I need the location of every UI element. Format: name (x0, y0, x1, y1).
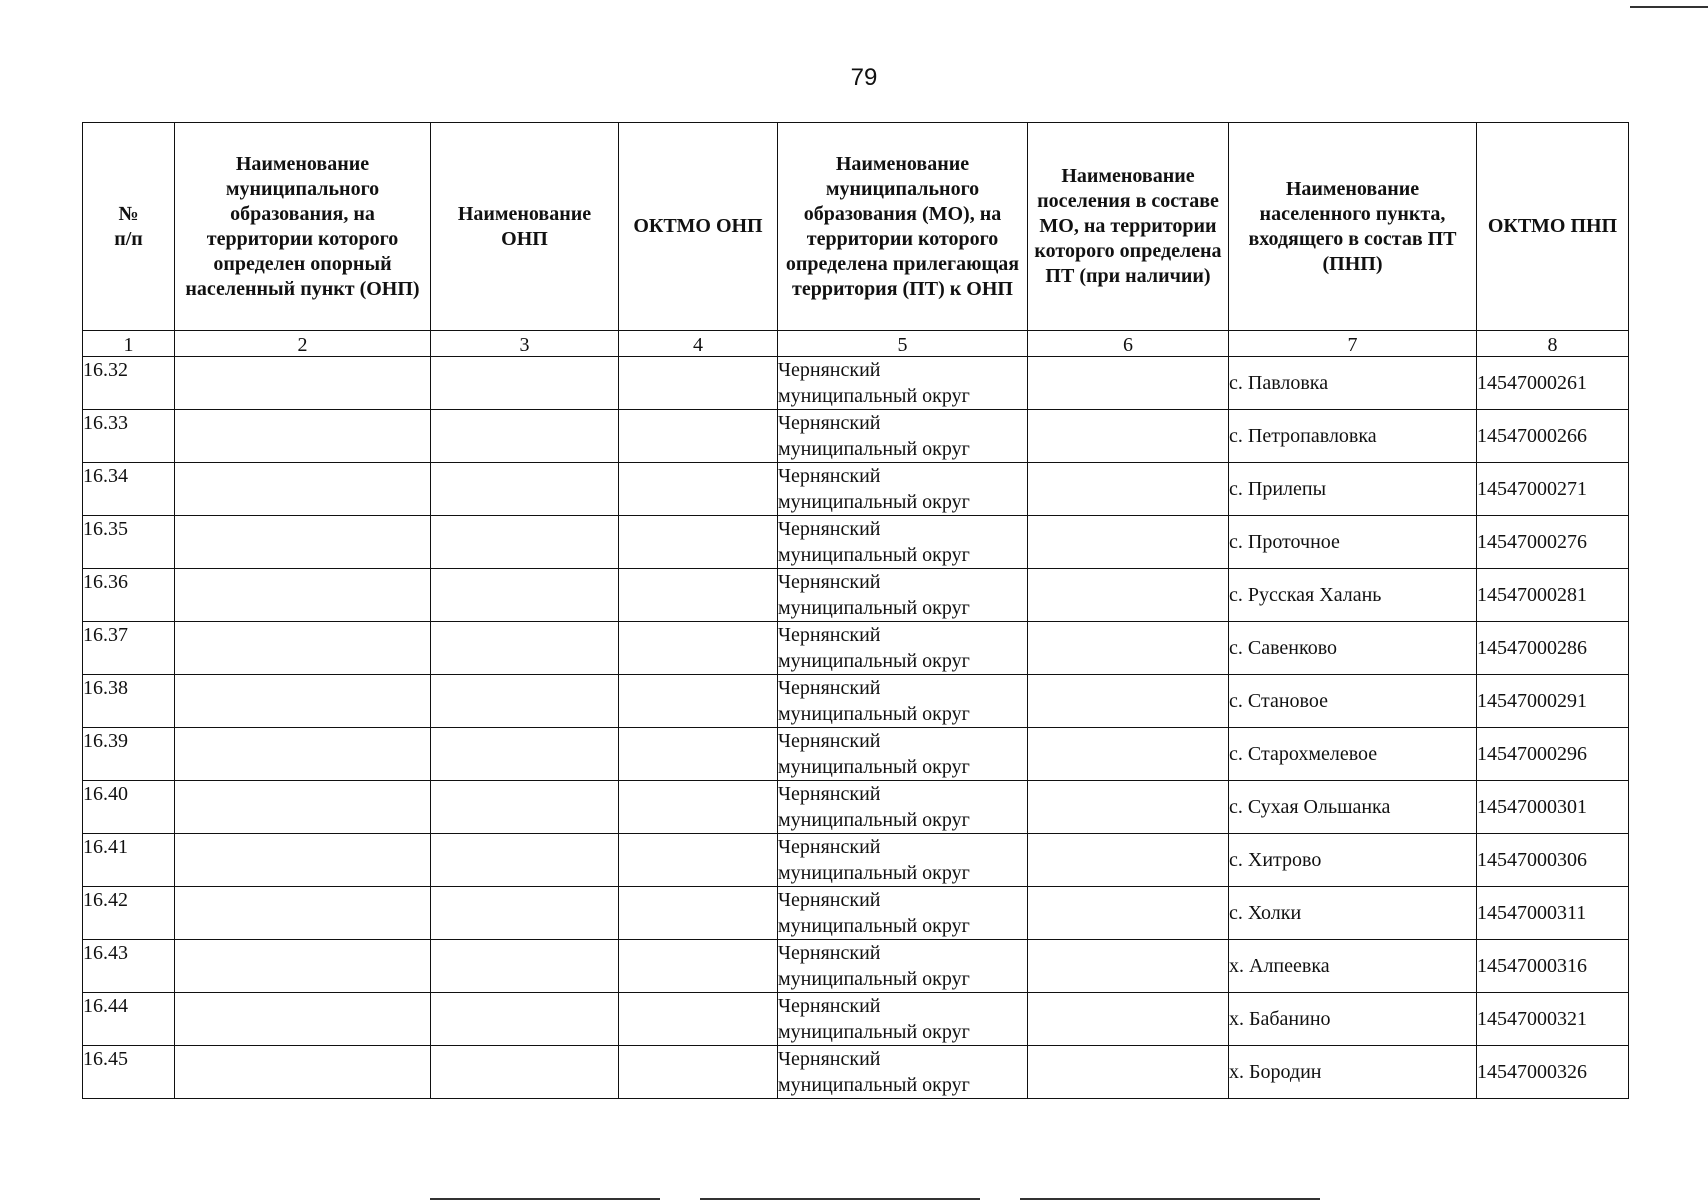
municipality-type: муниципальный округ (778, 385, 970, 407)
settlement-name: с. Холки (1229, 887, 1477, 940)
empty-cell (1028, 781, 1229, 834)
empty-cell (619, 887, 778, 940)
empty-cell (619, 781, 778, 834)
header-cell: Наименование населенного пункта, входящего в состав ПТ (ПНП) (1229, 123, 1477, 331)
municipality-type: муниципальный округ (778, 968, 970, 990)
row-number: 16.38 (83, 675, 175, 728)
empty-cell (1028, 410, 1229, 463)
municipality-cell (778, 940, 1028, 993)
column-number: 3 (431, 331, 619, 357)
header-cell: ОКТМО ПНП (1477, 123, 1629, 331)
empty-cell (1028, 728, 1229, 781)
table-row (83, 728, 1629, 781)
municipality-name: Чернянский (778, 359, 881, 381)
empty-cell (619, 834, 778, 887)
empty-cell (619, 1046, 778, 1099)
empty-cell (1028, 887, 1229, 940)
municipality-name: Чернянский (778, 995, 881, 1017)
column-number: 7 (1229, 331, 1477, 357)
empty-cell (619, 993, 778, 1046)
header-cell: Наименование муниципального образования, на территории которого определен опорный населенный пункт (ОНП) (175, 123, 431, 331)
settlement-name: с. Прилепы (1229, 463, 1477, 516)
settlement-name: с. Старохмелевое (1229, 728, 1477, 781)
municipality-type: муниципальный округ (778, 1074, 970, 1096)
oktmo-code: 14547000291 (1477, 675, 1629, 728)
column-number: 2 (175, 331, 431, 357)
row-number: 16.33 (83, 410, 175, 463)
oktmo-code: 14547000311 (1477, 887, 1629, 940)
header-cell: Наименование ОНП (431, 123, 619, 331)
municipality-name: Чернянский (778, 465, 881, 487)
municipality-type: муниципальный округ (778, 650, 970, 672)
registry-table (82, 122, 1629, 1099)
empty-cell (619, 357, 778, 410)
header-cell: № п/п (83, 123, 175, 331)
municipality-cell (778, 410, 1028, 463)
column-number: 6 (1028, 331, 1229, 357)
municipality-name: Чернянский (778, 730, 881, 752)
header-cell: ОКТМО ОНП (619, 123, 778, 331)
municipality-cell (778, 622, 1028, 675)
empty-cell (175, 887, 431, 940)
oktmo-code: 14547000281 (1477, 569, 1629, 622)
table-row (83, 834, 1629, 887)
header-cell: Наименование поселения в составе МО, на территории которого определена ПТ (при наличии) (1028, 123, 1229, 331)
empty-cell (619, 463, 778, 516)
oktmo-code: 14547000326 (1477, 1046, 1629, 1099)
settlement-name: с. Сухая Ольшанка (1229, 781, 1477, 834)
empty-cell (175, 834, 431, 887)
header-row (83, 123, 1629, 331)
row-number: 16.42 (83, 887, 175, 940)
column-number: 1 (83, 331, 175, 357)
empty-cell (431, 834, 619, 887)
oktmo-code: 14547000286 (1477, 622, 1629, 675)
oktmo-code: 14547000261 (1477, 357, 1629, 410)
empty-cell (175, 463, 431, 516)
settlement-name: х. Бородин (1229, 1046, 1477, 1099)
row-number: 16.40 (83, 781, 175, 834)
empty-cell (431, 463, 619, 516)
empty-cell (175, 675, 431, 728)
municipality-name: Чернянский (778, 412, 881, 434)
row-number: 16.32 (83, 357, 175, 410)
table-row (83, 410, 1629, 463)
empty-cell (431, 781, 619, 834)
oktmo-code: 14547000301 (1477, 781, 1629, 834)
municipality-name: Чернянский (778, 571, 881, 593)
municipality-cell (778, 781, 1028, 834)
empty-cell (1028, 1046, 1229, 1099)
municipality-cell (778, 516, 1028, 569)
municipality-cell (778, 569, 1028, 622)
row-number: 16.37 (83, 622, 175, 675)
oktmo-code: 14547000271 (1477, 463, 1629, 516)
municipality-type: муниципальный округ (778, 915, 970, 937)
empty-cell (431, 887, 619, 940)
municipality-name: Чернянский (778, 518, 881, 540)
empty-cell (619, 728, 778, 781)
municipality-type: муниципальный округ (778, 597, 970, 619)
empty-cell (1028, 622, 1229, 675)
empty-cell (175, 357, 431, 410)
settlement-name: с. Савенково (1229, 622, 1477, 675)
empty-cell (619, 516, 778, 569)
municipality-name: Чернянский (778, 677, 881, 699)
page-number: 79 (850, 64, 878, 91)
empty-cell (1028, 834, 1229, 887)
table-row (83, 569, 1629, 622)
empty-cell (175, 410, 431, 463)
settlement-name: с. Проточное (1229, 516, 1477, 569)
municipality-type: муниципальный округ (778, 809, 970, 831)
table-row (83, 463, 1629, 516)
row-number: 16.44 (83, 993, 175, 1046)
column-number: 8 (1477, 331, 1629, 357)
table-row (83, 516, 1629, 569)
row-number: 16.41 (83, 834, 175, 887)
empty-cell (1028, 516, 1229, 569)
empty-cell (431, 940, 619, 993)
municipality-type: муниципальный округ (778, 544, 970, 566)
empty-cell (175, 940, 431, 993)
empty-cell (619, 569, 778, 622)
column-number: 4 (619, 331, 778, 357)
municipality-type: муниципальный округ (778, 703, 970, 725)
empty-cell (175, 516, 431, 569)
municipality-cell (778, 887, 1028, 940)
municipality-name: Чернянский (778, 783, 881, 805)
municipality-cell (778, 675, 1028, 728)
oktmo-code: 14547000296 (1477, 728, 1629, 781)
empty-cell (1028, 940, 1229, 993)
column-number-row (83, 331, 1629, 357)
empty-cell (431, 622, 619, 675)
municipality-cell (778, 463, 1028, 516)
municipality-cell (778, 1046, 1028, 1099)
empty-cell (431, 675, 619, 728)
empty-cell (175, 781, 431, 834)
header-cell: Наименование муниципального образования (МО), на территории которого определена прилегающая территория (ПТ) к ОНП (778, 123, 1028, 331)
table-row (83, 675, 1629, 728)
empty-cell (175, 622, 431, 675)
empty-cell (619, 410, 778, 463)
empty-cell (175, 728, 431, 781)
settlement-name: с. Петропавловка (1229, 410, 1477, 463)
empty-cell (431, 516, 619, 569)
municipality-name: Чернянский (778, 624, 881, 646)
settlement-name: с. Хитрово (1229, 834, 1477, 887)
municipality-cell (778, 357, 1028, 410)
settlement-name: х. Алпеевка (1229, 940, 1477, 993)
municipality-name: Чернянский (778, 889, 881, 911)
oktmo-code: 14547000276 (1477, 516, 1629, 569)
municipality-type: муниципальный округ (778, 862, 970, 884)
oktmo-code: 14547000306 (1477, 834, 1629, 887)
empty-cell (619, 940, 778, 993)
municipality-cell (778, 728, 1028, 781)
empty-cell (175, 993, 431, 1046)
table-row (83, 887, 1629, 940)
empty-cell (175, 1046, 431, 1099)
empty-cell (431, 569, 619, 622)
municipality-type: муниципальный округ (778, 491, 970, 513)
scan-edge-line (1630, 6, 1708, 8)
table-row (83, 940, 1629, 993)
empty-cell (431, 993, 619, 1046)
oktmo-code: 14547000321 (1477, 993, 1629, 1046)
column-number: 5 (778, 331, 1028, 357)
municipality-cell (778, 834, 1028, 887)
empty-cell (1028, 993, 1229, 1046)
empty-cell (431, 1046, 619, 1099)
empty-cell (1028, 463, 1229, 516)
empty-cell (175, 569, 431, 622)
row-number: 16.34 (83, 463, 175, 516)
municipality-name: Чернянский (778, 1048, 881, 1070)
table-row (83, 781, 1629, 834)
row-number: 16.43 (83, 940, 175, 993)
row-number: 16.39 (83, 728, 175, 781)
empty-cell (1028, 569, 1229, 622)
municipality-type: муниципальный округ (778, 438, 970, 460)
settlement-name: с. Павловка (1229, 357, 1477, 410)
empty-cell (431, 410, 619, 463)
municipality-type: муниципальный округ (778, 1021, 970, 1043)
table-row (83, 993, 1629, 1046)
table-row (83, 622, 1629, 675)
table-row (83, 1046, 1629, 1099)
municipality-cell (778, 993, 1028, 1046)
settlement-name: с. Становое (1229, 675, 1477, 728)
empty-cell (1028, 357, 1229, 410)
empty-cell (1028, 675, 1229, 728)
empty-cell (431, 357, 619, 410)
empty-cell (431, 728, 619, 781)
table-row (83, 357, 1629, 410)
empty-cell (619, 622, 778, 675)
oktmo-code: 14547000266 (1477, 410, 1629, 463)
empty-cell (619, 675, 778, 728)
municipality-name: Чернянский (778, 836, 881, 858)
row-number: 16.36 (83, 569, 175, 622)
settlement-name: с. Русская Халань (1229, 569, 1477, 622)
settlement-name: х. Бабанино (1229, 993, 1477, 1046)
oktmo-code: 14547000316 (1477, 940, 1629, 993)
municipality-type: муниципальный округ (778, 756, 970, 778)
municipality-name: Чернянский (778, 942, 881, 964)
row-number: 16.45 (83, 1046, 175, 1099)
row-number: 16.35 (83, 516, 175, 569)
